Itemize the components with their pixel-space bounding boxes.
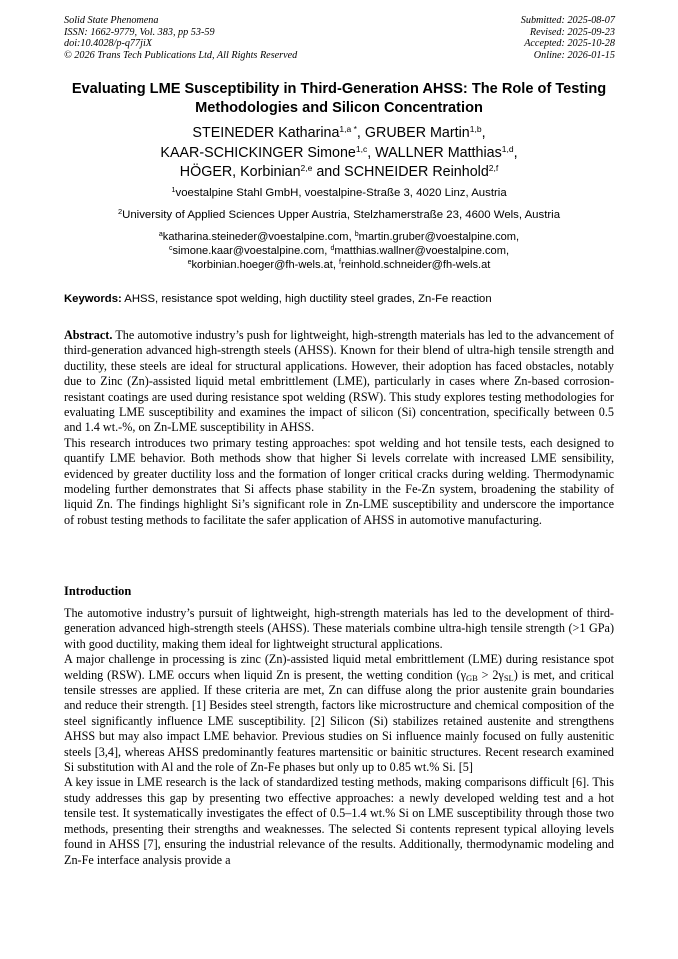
abstract-paragraph-1 [64,328,614,436]
author-line-3 [40,163,638,183]
subscript: SL [503,672,514,683]
author-and: and [312,164,345,180]
abstract-text: The automotive industry’s push for lightweight, high-strength materials has led to the advancement of third-generation advanced high-strength steels (AHSS). Known for their blend of ultra-high tensile strength and ductility, these steels are ideal for structural applications. However, their adoption has faced obstacles, notably due to Zinc (Zn)-assisted liquid metal embrittlement (LME), particularly in cases where Zn-based corrosion-resistant coatings are used during resistance spot welding (RSW). This study explores testing methodologies for evaluating LME susceptibility and examines the impact of silicon (Si) concentration, specifically between 0.5 and 1.4 wt.-%, on Zn-LME susceptibility in AHSS. [64,328,614,435]
author-line-1 [40,124,638,144]
affiliation-1 [40,186,638,200]
intro-paragraph-3: A key issue in LME research is the lack of standardized testing methods, making comparisons difficult [6]. This study addresses this gap by presenting two effective approaches: a newly developed welding test and a hot tensile test. It systematically investigates the effect of 0.5–1.4 wt.% Si on LME susceptibility through those two methods, presenting their strengths and weaknesses. The selected Si contents represent typical alloying levels found in AHSS [7], ensuring the industrial relevance of the results. Additionally, thermodynamic modeling and Zn-Fe interface analysis provide a [64,775,614,867]
intro-text: > 2γ [477,667,504,682]
paper-title: Evaluating LME Susceptibility in Third-Generation AHSS: The Role of Testing Methodologies and Silicon Concentration [71,81,607,116]
author-separator: , [513,144,518,161]
journal-name: Solid State Phenomena [64,15,159,26]
author-affiliation-mark: 1,c [355,143,368,154]
email-link[interactable]: martin.gruber@voestalpine.com [358,231,517,243]
journal-issn: ISSN: 1662-9779, Vol. 383, pp 53-59 [64,26,215,38]
email-mark: b [354,231,359,238]
email-link[interactable]: korbinian.hoeger@fh-wels.at [191,259,333,271]
keywords-text: AHSS, resistance spot welding, high ductility steel grades, Zn-Fe reaction [121,293,492,305]
author-affiliation-mark: 1,a * [339,124,357,134]
author-name: WALLNER Matthias [375,144,502,161]
email-mark: f [339,259,341,266]
author-name: HÖGER, Korbinian [179,164,301,180]
email-link[interactable]: katharina.steineder@voestalpine.com [162,231,349,243]
author-line-2 [40,144,638,164]
intro-paragraph-2 [64,652,614,775]
section-heading-introduction: Introduction [64,584,132,598]
email-link[interactable]: reinhold.schneider@fh-wels.at [341,259,491,271]
abstract-label: Abstract. [64,328,113,342]
author-affiliation-mark: 2,e [300,163,313,173]
author-name: KAAR-SCHICKINGER Simone [160,144,356,161]
introduction-body [64,606,614,868]
journal-copyright: © 2026 Trans Tech Publications Ltd, All Rights Reserved [64,49,298,61]
author-list [40,124,638,183]
date-revised: Revised: 2025-09-23 [529,26,615,38]
affiliation-text: University of Applied Sciences Upper Austria, Stelzhamerstraße 23, 4600 Wels, Austria [122,209,561,221]
affiliation-2 [40,208,638,222]
author-affiliation-mark: 1,b [469,124,482,134]
email-link[interactable]: simone.kaar@voestalpine.com [172,245,325,257]
abstract [64,328,614,528]
email-link[interactable]: matthias.wallner@voestalpine.com [334,245,506,257]
date-accepted: Accepted: 2025-10-28 [524,38,615,50]
intro-paragraph-1: The automotive industry’s pursuit of lightweight, high-strength materials has led to the development of third-generation advanced high-strength steels (AHSS). These materials combine ultra-high tensile strength (>1 GPa) with good ductility, making them ideal for lightweight structural applications. [64,606,614,651]
author-name: STEINEDER Katharina [192,125,340,141]
date-submitted: Submitted: 2025-08-07 [520,15,615,26]
email-mark: e [187,259,192,266]
author-separator: , [481,125,486,141]
publication-dates [521,15,615,61]
email-line-2: $^c$simone.kaar@voestalpine.com, $^d$matthias.wallner@voestalpine.com, [168,245,510,257]
author-name: SCHNEIDER Reinhold [344,164,489,180]
email-line-1: $^a$katharina.steineder@voestalpine.com, $^b$martin.gruber@voestalpine.com, [158,231,520,243]
affiliation-mark: 1 [171,185,176,194]
author-affiliation-mark: 2,f [488,163,499,173]
subscript: GB [465,672,478,683]
author-affiliation-mark: 1,d [501,143,514,154]
journal-info [64,15,297,61]
author-separator: , [356,125,365,141]
date-online: Online: 2026-01-15 [533,49,615,61]
intro-text: ) is met, and critical tensile stresses are applied. If these criteria are met, Zn can diffuse along the prior austenite grain boundaries and reduce their strength. [1] Besides steel strength, factors like microstructure and chemical composition of the steel significantly influence LME susceptibility. [2] Silicon (Si) stabilizes retained austenite and strengthens AHSS but may also impact LME behavior. Previous studies on Si influence mainly focused on fully austenitic steels [3,4], whereas AHSS predominantly features martensitic or bainitic structures. Recent research examined Si substitution with Al and the role of Zn-Fe phases but only up to 0.85 wt.% Si. [5] [64,667,614,775]
email-mark: d [330,245,335,252]
author-name: GRUBER Martin [364,125,470,141]
email-mark: c [168,245,173,252]
keywords [64,292,624,306]
author-emails [40,230,638,272]
email-line-3: $^e$korbinian.hoeger@fh-wels.at, $^f$reinhold.schneider@fh-wels.at [187,259,491,271]
intro-text: A major challenge in processing is zinc (Zn)-assisted liquid metal embrittlement (LME) during resistance spot welding (RSW). LME occurs when liquid Zn is present, the wetting condition (γ [64,652,614,682]
abstract-paragraph-2: This research introduces two primary testing approaches: spot welding and hot tensile tests, each designed to quantify LME behavior. Both methods show that higher Si levels correlate with increased LME sensibility, evidenced by greater ductility loss and the formation of longer critical cracks during welding. Thermodynamic modeling further demonstrates that Si affects phase stability in the Fe-Zn system, broadening the stability of liquid Zn. The findings highlight Si’s significant role in Zn-LME susceptibility and underscore the importance of robust testing methods to facilitate the safer application of AHSS in automotive manufacturing. [64,435,614,527]
journal-doi: doi:10.4028/p-q77jiX [64,38,153,50]
affiliation-text: voestalpine Stahl GmbH, voestalpine-Straße 3, 4020 Linz, Austria [175,187,507,199]
affiliation-mark: 2 [117,207,123,216]
keywords-label: Keywords: [64,293,122,305]
author-separator: , [367,144,376,161]
email-mark: a [158,231,163,238]
